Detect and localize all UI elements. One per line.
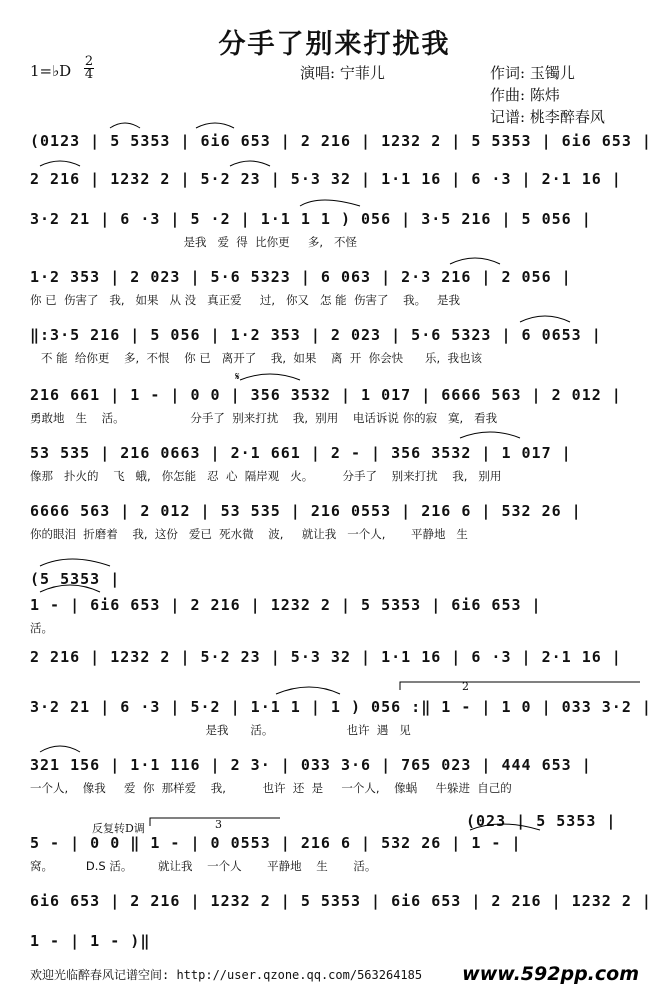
lyrics: 你 已 伤害了 我, 如果 从 没 真正爱 过, 你又 怎 能 伤害了 我。 是我 xyxy=(30,293,461,307)
composer: 作曲: 陈炜 xyxy=(490,86,560,104)
lyrics: 活。 xyxy=(30,621,53,635)
notes: 5 - | 0 0 ‖ 1 - | 0 0553 | 216 6 | 532 26 | 1 - | xyxy=(30,834,522,852)
lyrics: 你的眼泪 折磨着 我, 这份 爱已 死水微 波, 就让我 一个人, 平静地 生 xyxy=(30,527,468,541)
volta-2-label: 2 xyxy=(462,680,469,693)
notes: 216 661 | 1 - | 0 0 | 356 3532 | 1 017 | 6666 563 | 2 012 | xyxy=(30,386,622,404)
notes: 2 216 | 1232 2 | 5·2 23 | 5·3 32 | 1·1 16 | 6 ·3 | 2·1 16 | xyxy=(30,648,622,666)
notes: 2 216 | 1232 2 | 5·2 23 | 5·3 32 | 1·1 16 | 6 ·3 | 2·1 16 | xyxy=(30,170,622,188)
lyrics: 勇敢地 生 活。 分手了 别来打扰 我, 别用 电话诉说 你的寂 寞, 看我 xyxy=(30,411,498,425)
key-signature: 1=♭D xyxy=(30,62,72,80)
lyrics: 是我 活。 也许 遇 见 xyxy=(30,723,411,737)
volta-3-label: 3 xyxy=(215,818,222,831)
lyrics: 像那 扑火的 飞 蛾, 你怎能 忍 心 隔岸观 火。 分手了 别来打扰 我, 别用 xyxy=(30,469,502,483)
lyrics: 不 能 给你更 多, 不恨 你 已 离开了 我, 如果 离 开 你会快 乐, 我也该 xyxy=(30,351,482,365)
time-bottom: 4 xyxy=(84,67,94,82)
song-title: 分手了别来打扰我 xyxy=(218,29,451,60)
notes: 6i6 653 | 2 216 | 1232 2 | 5 5353 | 6i6 653 | 2 216 | 1232 2 | xyxy=(30,892,652,910)
notes: 1 - | 1 - )‖ xyxy=(30,932,151,950)
singer: 演唱: 宁菲儿 xyxy=(300,64,385,82)
pickup-notes: (5 5353 | xyxy=(30,570,121,588)
notes: 1·2 353 | 2 023 | 5·6 5323 | 6 063 | 2·3 216 | 2 056 | xyxy=(30,268,572,286)
site-logo: www.592pp.com xyxy=(462,963,639,985)
ds-transition-label: 反复转D调 xyxy=(92,822,145,835)
lyricist: 作词: 玉镯儿 xyxy=(490,64,575,82)
notes: 3·2 21 | 6 ·3 | 5 ·2 | 1·1 1 1 ) 056 | 3·5 216 | 5 056 | xyxy=(30,210,592,228)
notes: (0123 | 5 5353 | 6i6 653 | 2 216 | 1232 2 | 5 5353 | 6i6 653 | xyxy=(30,132,652,150)
lyrics: 是我 爱 得 比你更 多, 不怪 xyxy=(30,235,358,249)
footer-text: 欢迎光临醉春风记谱空间: http://user.qzone.qq.com/563264185 xyxy=(30,968,423,982)
transcriber: 记谱: 桃李醉春风 xyxy=(490,108,605,126)
time-signature xyxy=(84,56,94,81)
notes: 3·2 21 | 6 ·3 | 5·2 | 1·1 1 | 1 ) 056 :‖ 1 - | 1 0 | 033 3·2 | xyxy=(30,698,652,716)
coda-pickup: (023 | 5 5353 | xyxy=(466,812,617,830)
notes: 53 535 | 216 0663 | 2·1 661 | 2 - | 356 3532 | 1 017 | xyxy=(30,444,572,462)
lyrics: 一个人, 像我 爱 你 那样爱 我, 也许 还 是 一个人, 像蜗 牛躲进 自己的 xyxy=(30,781,512,795)
notes: 6666 563 | 2 012 | 53 535 | 216 0553 | 216 6 | 532 26 | xyxy=(30,502,582,520)
notes: 321 156 | 1·1 116 | 2 3· | 033 3·6 | 765 023 | 444 653 | xyxy=(30,756,592,774)
lyrics: 窝。 D.S 活。 就让我 一个人 平静地 生 活。 xyxy=(30,859,377,873)
notes: 1 - | 6i6 653 | 2 216 | 1232 2 | 5 5353 | 6i6 653 | xyxy=(30,596,542,614)
segno-sign: 𝄋 xyxy=(235,370,240,383)
time-top: 2 xyxy=(84,54,94,69)
notes: ‖:3·5 216 | 5 056 | 1·2 353 | 2 023 | 5·6 5323 | 6 0653 | xyxy=(30,326,602,344)
